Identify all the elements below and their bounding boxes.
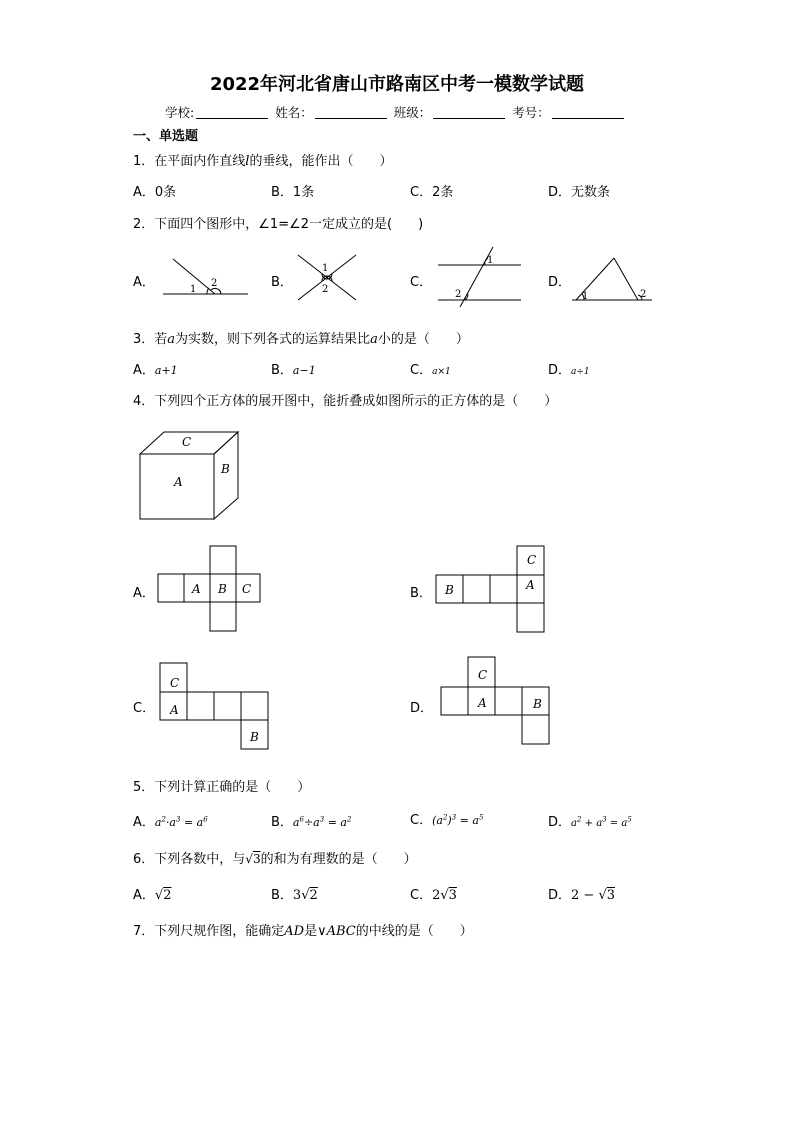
- q6-option-a[interactable]: [133, 884, 171, 903]
- neta-letter-c: C: [242, 582, 252, 596]
- q2a-angle-1: 1: [190, 284, 197, 295]
- q6-a-expr: √2: [154, 888, 172, 903]
- question-7: [133, 920, 473, 939]
- question-1: [133, 150, 392, 169]
- q4-net-d: [440, 656, 552, 748]
- cube-face-a: A: [174, 475, 183, 489]
- q6-option-c[interactable]: [410, 884, 457, 903]
- q5-d-label: D．: [548, 815, 572, 830]
- q2d-angle-2: 2: [640, 289, 647, 300]
- q2-option-d-label[interactable]: D．: [548, 275, 572, 290]
- q3-option-a[interactable]: [133, 359, 178, 378]
- q3-text-a: 3．若: [133, 332, 168, 347]
- q3-option-d[interactable]: [548, 359, 590, 378]
- netd-letter-a: A: [478, 696, 487, 710]
- q3-var-1: a: [167, 332, 176, 347]
- q2c-angle-1: 1: [487, 255, 494, 266]
- q5-c-label: C．: [410, 813, 433, 828]
- netc-letter-c: C: [170, 676, 180, 690]
- q5-option-a[interactable]: [133, 811, 208, 830]
- netc-letter-b: B: [250, 730, 259, 744]
- q7-text-c: 的中线的是（ ）: [355, 924, 473, 939]
- q5-c-expr: $(a^2)^3 = a^5$: [432, 813, 484, 827]
- q1-var: l: [245, 154, 250, 169]
- student-info-line: [165, 103, 627, 121]
- q6-sqrt3: √3: [245, 852, 261, 866]
- school-blank[interactable]: [196, 106, 268, 119]
- q5-d-expr: $a^2 + a^3 = a^5$: [571, 815, 632, 829]
- q3-option-c[interactable]: [410, 359, 451, 378]
- q5-option-b[interactable]: [271, 811, 351, 830]
- q1-text-a: 1．在平面内作直线: [133, 154, 246, 169]
- q2-figure-c: [435, 245, 525, 307]
- netb-letter-b: B: [445, 583, 454, 597]
- school-label: 学校:: [165, 105, 195, 120]
- q1-option-c[interactable]: C．2条: [410, 185, 454, 200]
- q5-a-expr: $a^2\cdot a^3 = a^6$: [154, 815, 208, 829]
- q4-option-b-label[interactable]: B．: [410, 586, 432, 601]
- q6-d-expr: 2 − √3: [571, 888, 616, 903]
- q3-a-expr: a+1: [154, 364, 178, 377]
- q3-d-expr: a÷1: [571, 367, 590, 377]
- q2b-angle-1: 1: [322, 263, 329, 274]
- q2-option-b-label[interactable]: B．: [271, 275, 293, 290]
- q2a-angle-2: 2: [211, 278, 218, 289]
- netb-letter-a: A: [526, 578, 535, 592]
- q5-b-expr: $a^6\div a^3 = a^2$: [292, 815, 352, 829]
- q4-net-c: [159, 662, 271, 752]
- q3-d-label: D．: [548, 363, 572, 378]
- q4-net-a: [157, 545, 261, 635]
- q4-option-c-label[interactable]: C．: [133, 701, 156, 716]
- q3-var-2: a: [370, 332, 378, 347]
- question-5: 5．下列计算正确的是（ ）: [133, 780, 311, 795]
- netd-letter-b: B: [533, 697, 542, 711]
- q3-c-expr: a×1: [432, 367, 451, 377]
- q6-text-b: 的和为有理数的是（ ）: [260, 852, 417, 867]
- class-blank[interactable]: [433, 106, 505, 119]
- name-label: 姓名：: [275, 105, 313, 120]
- q6-d-label: D．: [548, 888, 572, 903]
- neta-letter-a: A: [192, 582, 201, 596]
- name-blank[interactable]: [315, 106, 387, 119]
- cube-face-c: C: [182, 435, 192, 449]
- class-label: 班级：: [393, 105, 432, 120]
- q6-b-expr: 3√2: [292, 888, 318, 903]
- q2-figure-d: [570, 255, 655, 305]
- q4-option-a-label[interactable]: A．: [133, 586, 155, 601]
- q5-option-c[interactable]: [410, 809, 483, 828]
- q6-text-a: 6．下列各数中，与: [133, 852, 246, 867]
- q5-b-label: B．: [271, 815, 293, 830]
- q4-net-b: [435, 545, 547, 635]
- q2-option-c-label[interactable]: C．: [410, 275, 433, 290]
- q6-b-label: B．: [271, 888, 293, 903]
- q7-text-b: 是: [304, 924, 318, 939]
- question-4: 4．下列四个正方体的展开图中，能折叠成如图所示的正方体的是（ ）: [133, 394, 558, 409]
- section-heading: 一、单选题: [133, 129, 199, 144]
- q6-a-label: A．: [133, 888, 155, 903]
- q4-cube: [136, 428, 244, 524]
- question-3: [133, 328, 469, 347]
- q3-c-label: C．: [410, 363, 433, 378]
- q7-abc: ∨ABC: [317, 924, 356, 939]
- q6-c-expr: 2√3: [432, 888, 457, 903]
- number-blank[interactable]: [552, 106, 624, 119]
- q7-ad: AD: [284, 924, 305, 939]
- q7-text-a: 7．下列尺规作图，能确定: [133, 924, 285, 939]
- question-2: 2．下面四个图形中，∠1=∠2一定成立的是( ): [133, 217, 424, 232]
- neta-letter-b: B: [218, 582, 227, 596]
- q3-b-expr: a−1: [292, 364, 316, 377]
- q1-option-a[interactable]: A．0条: [133, 185, 177, 200]
- question-6: [133, 848, 417, 867]
- q5-option-d[interactable]: [548, 811, 632, 830]
- q1-text-b: 的垂线，能作出（ ）: [249, 154, 393, 169]
- q6-option-d[interactable]: [548, 884, 615, 903]
- q3-text-c: 小的是（ ）: [377, 332, 469, 347]
- q2c-angle-2: 2: [455, 289, 462, 300]
- cube-face-b: B: [221, 462, 230, 476]
- page-title: 2022年河北省唐山市路南区中考一模数学试题: [209, 74, 585, 95]
- number-label: 考号：: [512, 105, 550, 120]
- q3-text-b: 为实数，则下列各式的运算结果比: [175, 332, 371, 347]
- q3-option-b[interactable]: [271, 359, 316, 378]
- q2d-angle-1: 1: [582, 291, 589, 302]
- netd-letter-c: C: [478, 668, 488, 682]
- q1-option-d[interactable]: D．无数条: [548, 185, 611, 200]
- q2-figure-a: [155, 250, 255, 302]
- netc-letter-a: A: [170, 703, 179, 717]
- q3-a-label: A．: [133, 363, 155, 378]
- q2-option-a-label[interactable]: A．: [133, 275, 155, 290]
- q4-option-d-label[interactable]: D．: [410, 701, 434, 716]
- q2-figure-b: [292, 250, 362, 305]
- q3-b-label: B．: [271, 363, 293, 378]
- q5-a-label: A．: [133, 815, 155, 830]
- q1-option-b[interactable]: B．1条: [271, 185, 315, 200]
- q2b-angle-2: 2: [322, 284, 329, 295]
- netb-letter-c: C: [527, 553, 537, 567]
- q6-c-label: C．: [410, 888, 433, 903]
- q6-option-b[interactable]: [271, 884, 318, 903]
